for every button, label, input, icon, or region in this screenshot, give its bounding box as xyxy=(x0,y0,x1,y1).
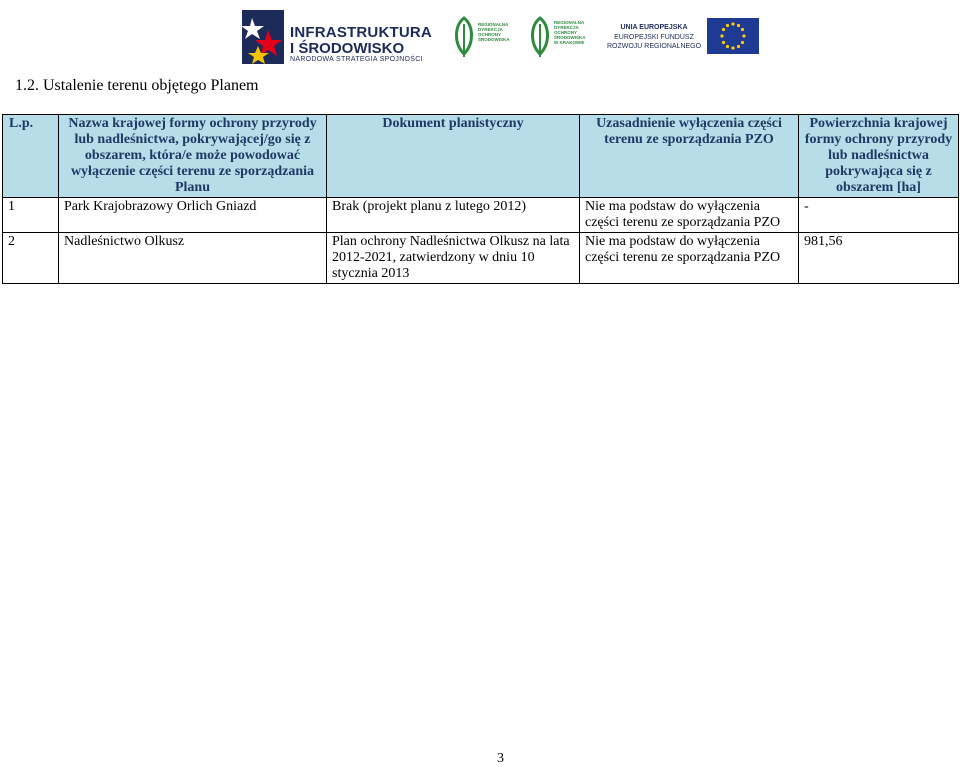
cell-area: - xyxy=(799,198,959,233)
eu-logo xyxy=(604,18,764,58)
cell-document: Plan ochrony Nadleśnictwa Olkusz na lata 2012-2021, zatwierdzony w dniu 10 stycznia 2013 xyxy=(327,233,580,284)
rdos-2-line: ŚRODOWISKA xyxy=(554,35,586,40)
cell-justification: Nie ma podstaw do wyłączenia części terenu ze sporządzania PZO xyxy=(580,233,799,284)
rdos-logo-2 xyxy=(528,16,594,66)
rdos-2-line: DYREKCJA xyxy=(554,25,579,30)
eu-line3: ROZWOJU REGIONALNEGO xyxy=(606,43,702,50)
cell-document: Brak (projekt planu z lutego 2012) xyxy=(327,198,580,233)
rdos-2-text xyxy=(554,20,586,45)
cell-lp: 2 xyxy=(3,233,59,284)
rdos-2-line: REGIONALNA xyxy=(554,20,585,25)
infrastruktura-line3: NARODOWA STRATEGIA SPÓJNOŚCI xyxy=(290,56,423,63)
rdos-1-text xyxy=(478,22,510,42)
infrastruktura-line1: INFRASTRUKTURA xyxy=(290,24,432,41)
cell-lp: 1 xyxy=(3,198,59,233)
rdos-1-line: OCHRONY xyxy=(478,32,502,37)
eu-line2: EUROPEJSKI FUNDUSZ xyxy=(614,34,694,41)
eu-flag xyxy=(707,18,759,54)
eu-stars-icon xyxy=(707,18,759,54)
section-title: 1.2. Ustalenie terenu objętego Planem xyxy=(15,77,259,94)
exclusion-table xyxy=(2,114,959,284)
eu-line1: UNIA EUROPEJSKA xyxy=(620,24,688,31)
cell-name: Nadleśnictwo Olkusz xyxy=(59,233,327,284)
table-row xyxy=(3,233,959,284)
cell-area: 981,56 xyxy=(799,233,959,284)
rdos-1-line: ŚRODOWISKA xyxy=(478,37,510,42)
cell-name: Park Krajobrazowy Orlich Gniazd xyxy=(59,198,327,233)
infrastruktura-logo xyxy=(238,6,433,68)
header-justification: Uzasadnienie wyłączenia części terenu ze sporządzania PZO xyxy=(580,115,799,198)
table-row xyxy=(3,198,959,233)
rdos-2-line: OCHRONY xyxy=(554,30,578,35)
header-document: Dokument planistyczny xyxy=(327,115,580,198)
logo-bar xyxy=(238,6,768,68)
cell-justification: Nie ma podstaw do wyłączenia części terenu ze sporządzania PZO xyxy=(580,198,799,233)
leaf-icon xyxy=(528,16,552,58)
header-lp: L.p. xyxy=(3,115,59,198)
table-header-row xyxy=(3,115,959,198)
infrastruktura-line2: I ŚRODOWISKO xyxy=(290,40,405,57)
rdos-1-line: DYREKCJA xyxy=(478,27,503,32)
header-name: Nazwa krajowej formy ochrony przyrody lub nadleśnictwa, pokrywającej/go się z obszarem, która/e może powodować wyłączenie części terenu ze sporządzania Planu xyxy=(59,115,327,198)
header-area: Powierzchnia krajowej formy ochrony przyrody lub nadleśnictwa pokrywająca się z obszarem [ha] xyxy=(799,115,959,198)
rdos-2-line: W KRAKOWIE xyxy=(554,40,585,45)
rdos-logo-1 xyxy=(452,16,512,66)
page-number: 3 xyxy=(497,751,504,766)
rdos-1-line: REGIONALNA xyxy=(478,22,509,27)
leaf-icon xyxy=(452,16,476,58)
star-flag-icon xyxy=(238,6,288,68)
